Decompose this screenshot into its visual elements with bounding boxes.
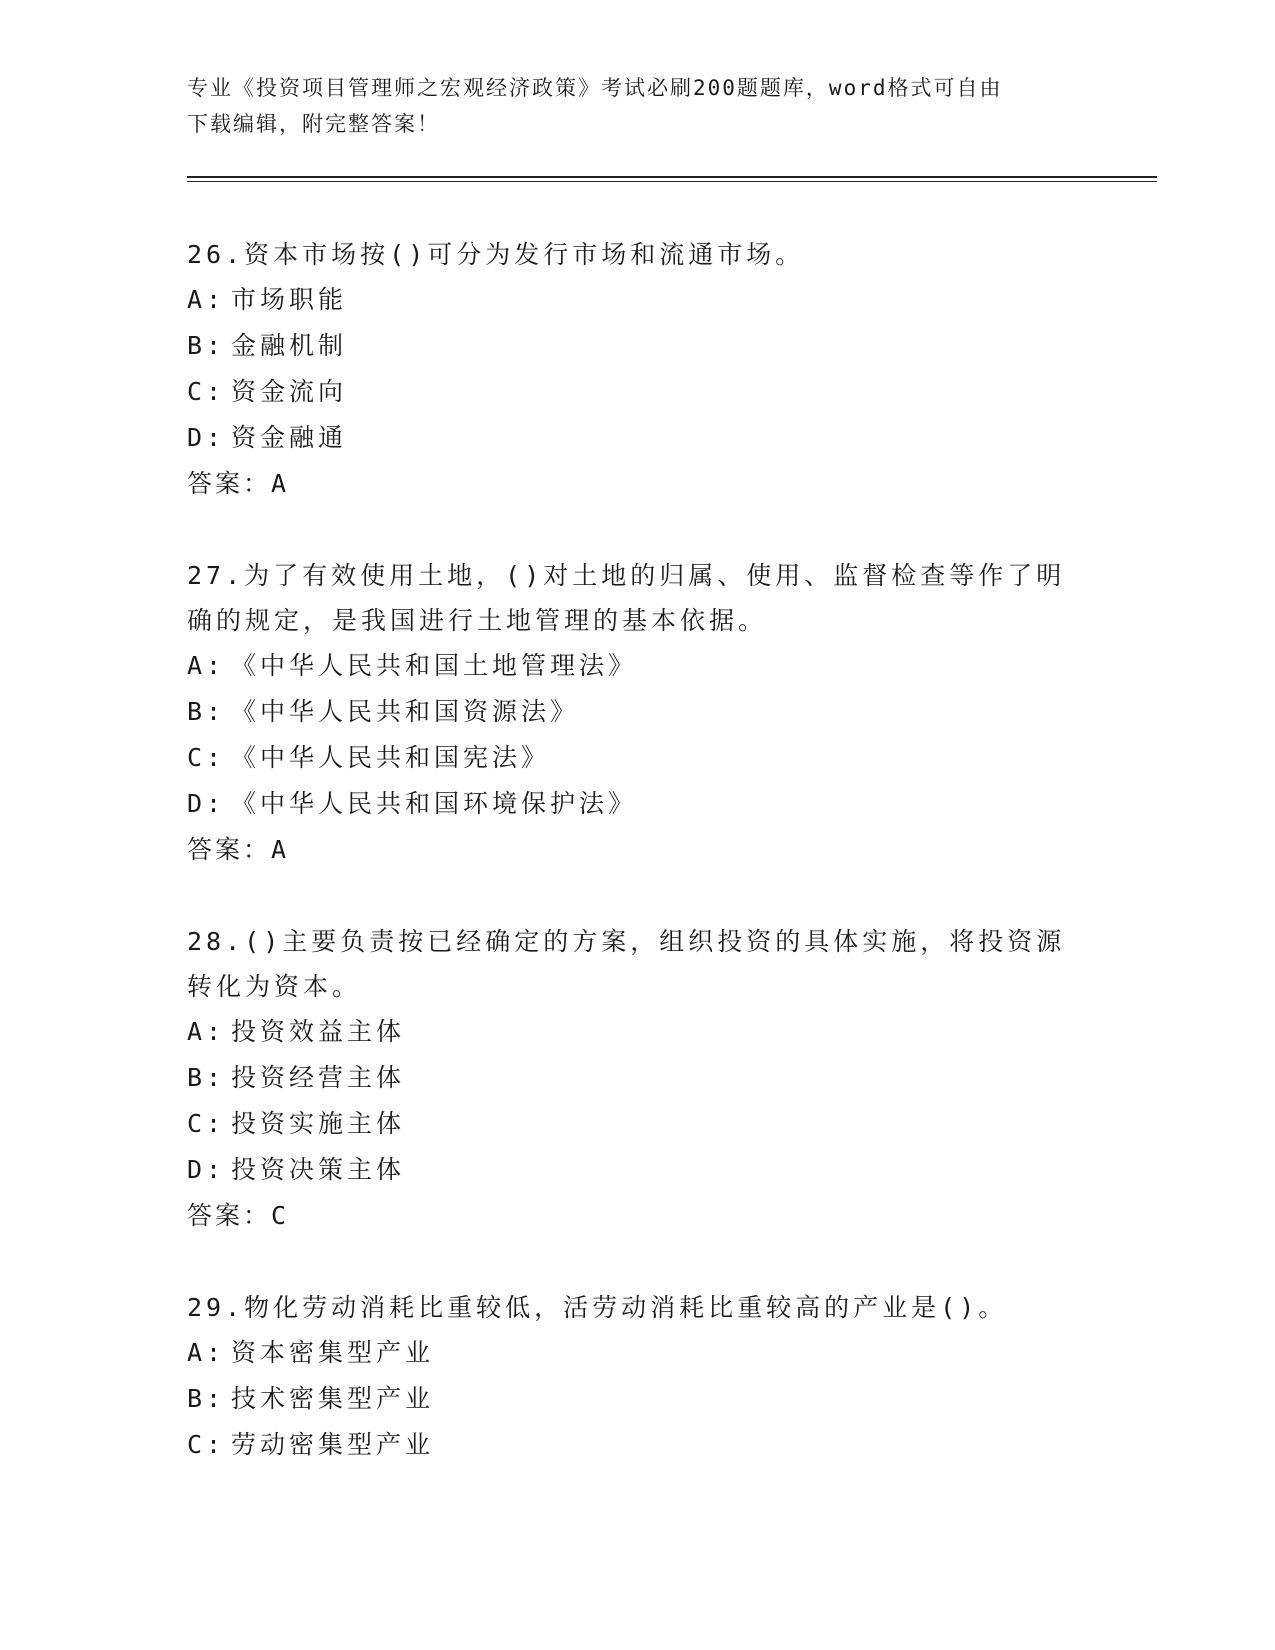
document-intro bbox=[187, 70, 1067, 142]
document-page bbox=[187, 70, 1157, 1514]
answer-line bbox=[187, 1193, 1157, 1239]
option-b bbox=[187, 1376, 1157, 1422]
option-letter: B: bbox=[187, 1063, 226, 1092]
question-29 bbox=[187, 1285, 1157, 1468]
option-letter: C: bbox=[187, 743, 226, 772]
option-text: 市场职能 bbox=[231, 285, 348, 314]
option-letter: C: bbox=[187, 1109, 226, 1138]
option-text: 投资经营主体 bbox=[231, 1063, 406, 1092]
option-text: 金融机制 bbox=[231, 331, 348, 360]
option-b bbox=[187, 1055, 1157, 1101]
answer-label: 答案： bbox=[187, 469, 272, 498]
answer-label: 答案： bbox=[187, 1201, 272, 1230]
option-a bbox=[187, 643, 1157, 689]
option-letter: B: bbox=[187, 697, 226, 726]
option-a bbox=[187, 277, 1157, 323]
option-d bbox=[187, 415, 1157, 461]
option-text: 技术密集型产业 bbox=[231, 1384, 435, 1413]
option-text: 劳动密集型产业 bbox=[231, 1430, 435, 1459]
answer-value: C bbox=[271, 1201, 290, 1230]
question-stem: 28.()主要负责按已经确定的方案，组织投资的具体实施，将投资源转化为资本。 bbox=[187, 927, 1066, 1001]
option-letter: A: bbox=[187, 1338, 226, 1367]
answer-line bbox=[187, 827, 1157, 873]
option-a bbox=[187, 1330, 1157, 1376]
option-c bbox=[187, 1422, 1157, 1468]
option-letter: B: bbox=[187, 1384, 226, 1413]
header-divider bbox=[187, 176, 1157, 182]
question-stem: 27.为了有效使用土地，()对土地的归属、使用、监督检查等作了明确的规定，是我国进行土地管理的基本依据。 bbox=[187, 561, 1066, 635]
option-letter: C: bbox=[187, 1430, 226, 1459]
intro-line-1: 专业《投资项目管理师之宏观经济政策》考试必刷200题题库，word格式可自由 bbox=[187, 76, 1003, 100]
option-text: 投资效益主体 bbox=[231, 1017, 406, 1046]
option-d bbox=[187, 781, 1157, 827]
option-a bbox=[187, 1009, 1157, 1055]
option-b bbox=[187, 323, 1157, 369]
option-letter: D: bbox=[187, 1155, 226, 1184]
answer-line bbox=[187, 461, 1157, 507]
option-text: 投资实施主体 bbox=[231, 1109, 406, 1138]
option-letter: A: bbox=[187, 651, 226, 680]
option-letter: D: bbox=[187, 789, 226, 818]
question-28 bbox=[187, 919, 1157, 1239]
option-letter: C: bbox=[187, 377, 226, 406]
option-c bbox=[187, 1101, 1157, 1147]
question-26 bbox=[187, 232, 1157, 507]
option-text: 投资决策主体 bbox=[231, 1155, 406, 1184]
question-list bbox=[187, 232, 1157, 1468]
option-text: 资金融通 bbox=[231, 423, 348, 452]
option-letter: A: bbox=[187, 285, 226, 314]
answer-value: A bbox=[271, 835, 290, 864]
option-text: 《中华人民共和国资源法》 bbox=[231, 697, 580, 726]
option-text: 《中华人民共和国宪法》 bbox=[231, 743, 551, 772]
option-text: 《中华人民共和国环境保护法》 bbox=[231, 789, 638, 818]
option-letter: D: bbox=[187, 423, 226, 452]
option-letter: A: bbox=[187, 1017, 226, 1046]
question-stem: 29.物化劳动消耗比重较低，活劳动消耗比重较高的产业是()。 bbox=[187, 1293, 1008, 1322]
option-text: 《中华人民共和国土地管理法》 bbox=[231, 651, 638, 680]
option-b bbox=[187, 689, 1157, 735]
question-stem: 26.资本市场按()可分为发行市场和流通市场。 bbox=[187, 240, 805, 269]
answer-label: 答案： bbox=[187, 835, 272, 864]
option-d bbox=[187, 1147, 1157, 1193]
intro-line-2: 下载编辑，附完整答案！ bbox=[187, 112, 440, 136]
question-27 bbox=[187, 553, 1157, 873]
answer-value: A bbox=[271, 469, 290, 498]
option-text: 资金流向 bbox=[231, 377, 348, 406]
option-letter: B: bbox=[187, 331, 226, 360]
option-text: 资本密集型产业 bbox=[231, 1338, 435, 1367]
option-c bbox=[187, 369, 1157, 415]
option-c bbox=[187, 735, 1157, 781]
